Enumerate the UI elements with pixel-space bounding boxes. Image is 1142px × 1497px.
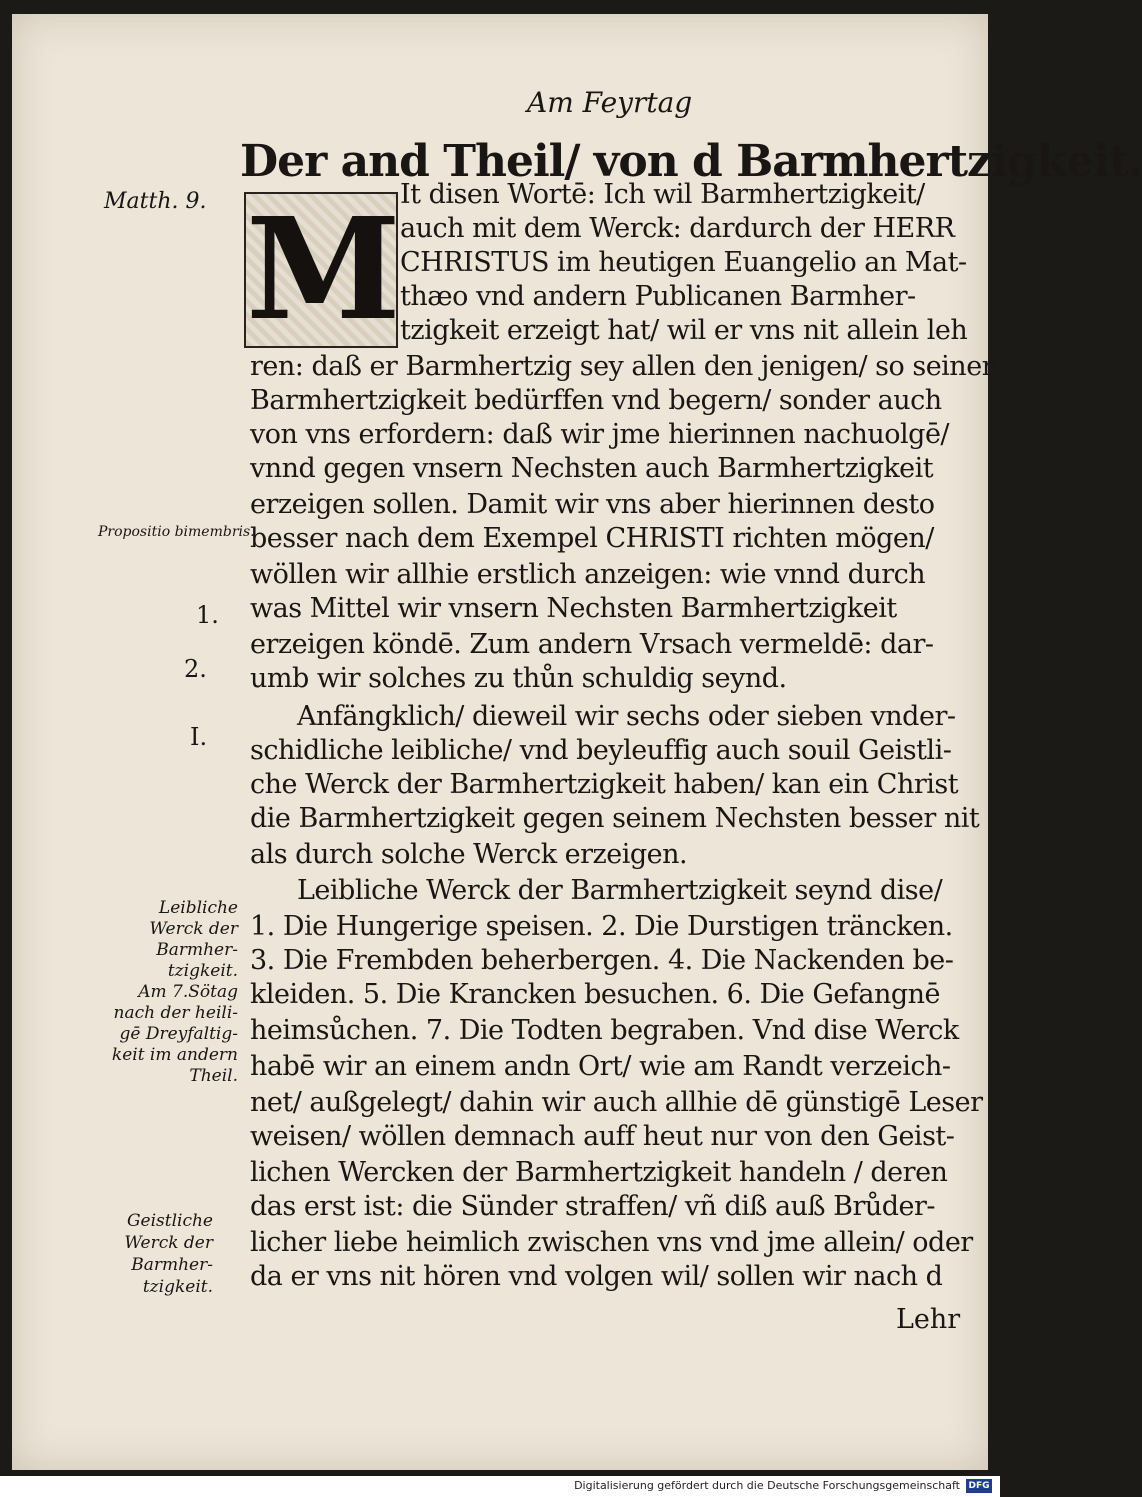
text-line: CHRISTUS im heutigen Euangelio an Mat- xyxy=(400,247,967,278)
margin-number-roman-1: I. xyxy=(190,723,208,751)
text-line: thæo vnd andern Publicanen Barmher- xyxy=(400,281,916,312)
margin-line: Werck der xyxy=(149,919,238,939)
margin-line: keit im andern xyxy=(111,1045,238,1065)
text-line: schidliche leibliche/ vnd beyleuffig auch souil Geistli- xyxy=(250,735,952,766)
text-line: umb wir solches zu thůn schuldig seynd. xyxy=(250,663,787,694)
text-line: erzeigen sollen. Damit wir vns aber hierinnen desto xyxy=(250,489,935,520)
margin-line: tzigkeit. xyxy=(142,1277,213,1297)
text-line: erzeigen köndē. Zum andern Vrsach vermeldē: dar- xyxy=(250,629,934,660)
text-line: licher liebe heimlich zwischen vns vnd jme allein/ oder xyxy=(250,1227,973,1258)
margin-number-1: 1. xyxy=(196,601,219,629)
text-line: die Barmhertzigkeit gegen seinem Nechsten besser nit xyxy=(250,803,980,834)
text-line: heimsůchen. 7. Die Todten begraben. Vnd dise Werck xyxy=(250,1015,959,1046)
text-line: Leibliche Werck der Barmhertzigkeit seynd dise/ xyxy=(297,875,943,906)
text-line: weisen/ wöllen demnach auff heut nur von den Geist- xyxy=(250,1121,955,1152)
margin-note-matth: Matth. 9. xyxy=(104,189,207,214)
margin-line: gē Dreyfaltig- xyxy=(119,1024,238,1044)
text-line: lichen Wercken der Barmhertzigkeit handeln / deren xyxy=(250,1157,948,1188)
text-line: net/ außgelegt/ dahin wir auch allhie dē günstigē Leser xyxy=(250,1087,983,1118)
initial-letter: M xyxy=(246,188,401,352)
margin-line: Barmher- xyxy=(131,1255,213,1275)
text-line: das erst ist: die Sünder straffen/ vñ diß auß Brůder- xyxy=(250,1191,936,1222)
text-line: tzigkeit erzeigt hat/ wil er vns nit allein leh xyxy=(400,315,968,346)
margin-line: Leibliche xyxy=(158,898,238,918)
text-line: ren: daß er Barmhertzig sey allen den jenigen/ so seiner xyxy=(250,351,995,382)
margin-note-leibliche xyxy=(98,898,238,1087)
text-line: Anfängklich/ dieweil wir sechs oder sieben vnder- xyxy=(297,701,956,732)
text-line: It disen Wortē: Ich wil Barmhertzigkeit/ xyxy=(400,179,925,210)
decorated-initial xyxy=(244,188,401,352)
scanned-page xyxy=(12,14,1142,1470)
margin-note-propositio: Propositio bimembris. xyxy=(98,524,255,540)
running-head: Am Feyrtag xyxy=(527,86,693,119)
chapter-heading: Der and Theil/ von d Barmhertzigkeit. xyxy=(240,136,1142,187)
margin-line: Werck der xyxy=(124,1233,213,1253)
dfg-logo: DFG xyxy=(966,1479,992,1493)
margin-line: Am 7.Sötag xyxy=(138,982,238,1002)
margin-number-2: 2. xyxy=(184,655,207,683)
text-line: vnnd gegen vnsern Nechsten auch Barmhertzigkeit xyxy=(250,453,934,484)
text-line: als durch solche Werck erzeigen. xyxy=(250,839,688,870)
text-line: 3. Die Frembden beherbergen. 4. Die Nackenden be- xyxy=(250,945,954,976)
text-line: wöllen wir allhie erstlich anzeigen: wie vnnd durch xyxy=(250,559,926,590)
text-line: che Werck der Barmhertzigkeit haben/ kan ein Christ xyxy=(250,769,959,800)
text-line: von vns erfordern: daß wir jme hierinnen nachuolgē/ xyxy=(250,419,950,450)
margin-note-geistliche xyxy=(98,1210,213,1298)
margin-line: tzigkeit. xyxy=(167,961,238,981)
text-line: habē wir an einem andn Ort/ wie am Randt verzeich- xyxy=(250,1051,951,1082)
catchword: Lehr xyxy=(896,1304,961,1335)
text-line: was Mittel wir vnsern Nechsten Barmhertzigkeit xyxy=(250,593,897,624)
text-line: Barmhertzigkeit bedürffen vnd begern/ sonder auch xyxy=(250,385,942,416)
text-line: da er vns nit hören vnd volgen wil/ sollen wir nach d xyxy=(250,1261,943,1292)
text-line: kleiden. 5. Die Krancken besuchen. 6. Die Gefangnē xyxy=(250,979,941,1010)
margin-line: Theil. xyxy=(189,1066,238,1086)
margin-line: nach der heili- xyxy=(113,1003,238,1023)
text-line: 1. Die Hungerige speisen. 2. Die Durstigen träncken. xyxy=(250,911,953,942)
footer-credit: Digitalisierung gefördert durch die Deutsche Forschungsgemeinschaft xyxy=(574,1479,960,1492)
text-line: besser nach dem Exempel CHRISTI richten mögen/ xyxy=(250,523,934,554)
text-line: auch mit dem Werck: dardurch der HERR xyxy=(400,213,955,244)
footer-strip xyxy=(0,1476,1000,1497)
margin-line: Barmher- xyxy=(156,940,238,960)
margin-line: Geistliche xyxy=(126,1211,213,1231)
